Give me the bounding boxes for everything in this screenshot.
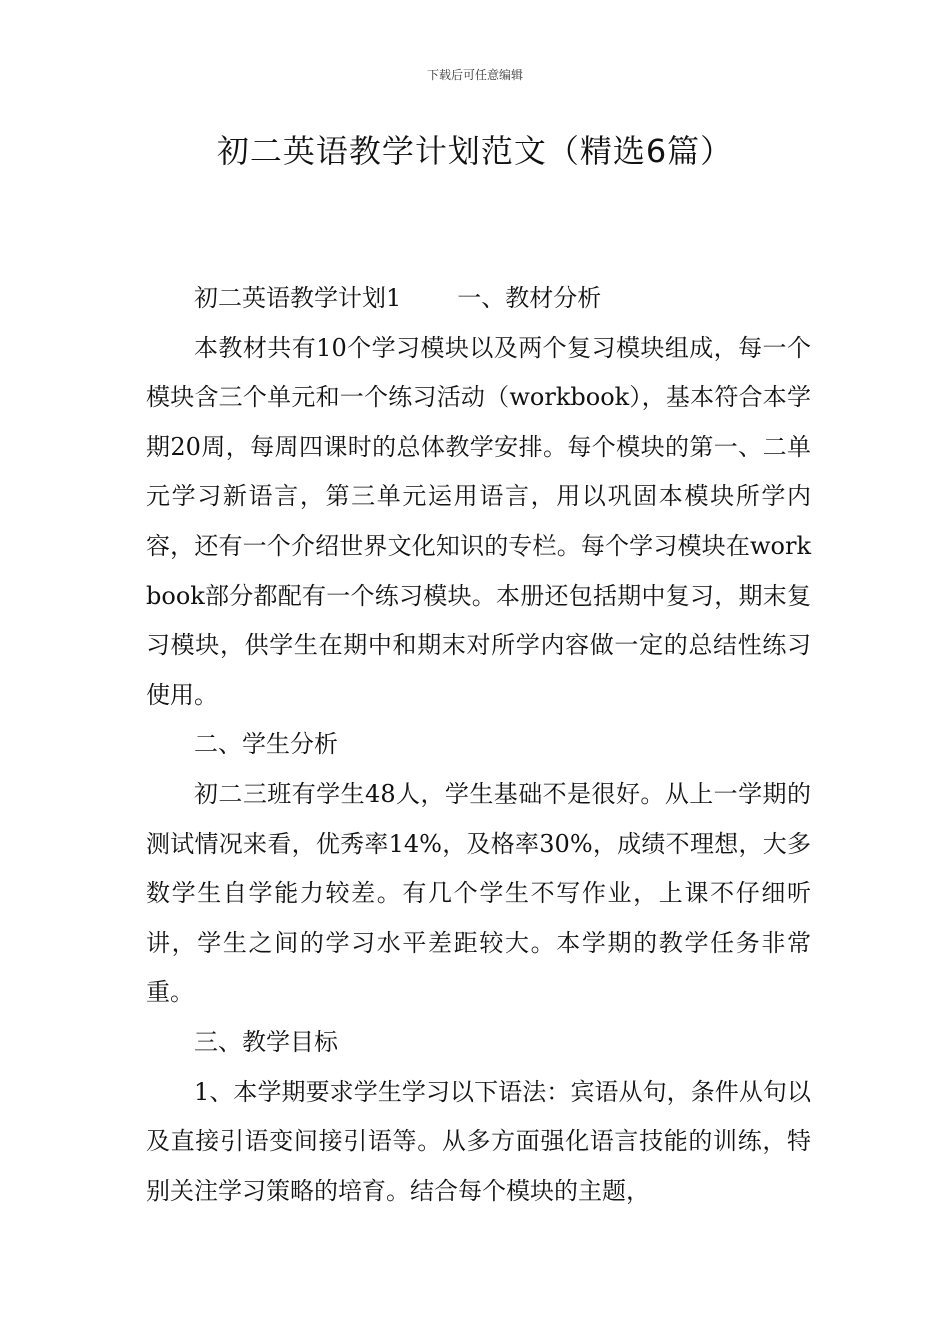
document-body bbox=[146, 274, 811, 1216]
document-title: 初二英语教学计划范文（精选6篇） bbox=[216, 132, 734, 170]
paragraph-student-analysis: 初二三班有学生48人，学生基础不是很好。从上一学期的测试情况来看，优秀率14%，及格率30%，成绩不理想，大多数学生自学能力较差。有几个学生不写作业，上课不仔细听讲，学生之间的学习水平差距较大。本学期的教学任务非常重。 bbox=[146, 779, 811, 1007]
paragraph-textbook-analysis: 本教材共有10个学习模块以及两个复习模块组成，每一个模块含三个单元和一个练习活动（workbook），基本符合本学期20周，每周四课时的总体教学安排。每个模块的第一、二单元学习新语言，第三单元运用语言，用以巩固本模块所学内容，还有一个介绍世界文化知识的专栏。每个学习模块在workbook部分都配有一个练习模块。本册还包括期中复习，期末复习模块，供学生在期中和期末对所学内容做一定的总结性练习使用。 bbox=[146, 333, 811, 709]
heading-teaching-goals: 三、教学目标 bbox=[194, 1027, 338, 1056]
section-heading-line bbox=[146, 274, 811, 324]
page-header-note: 下载后可任意编辑 bbox=[426, 68, 523, 82]
heading-student-analysis: 二、学生分析 bbox=[194, 730, 338, 759]
section1-heading: 初二英语教学计划1 bbox=[194, 284, 402, 312]
heading-textbook-analysis: 一、教材分析 bbox=[457, 284, 602, 312]
paragraph-teaching-goals: 1、本学期要求学生学习以下语法：宾语从句，条件从句以及直接引语变间接引语等。从多方面强化语言技能的训练，特别关注学习策略的培育。结合每个模块的主题， bbox=[146, 1077, 811, 1205]
